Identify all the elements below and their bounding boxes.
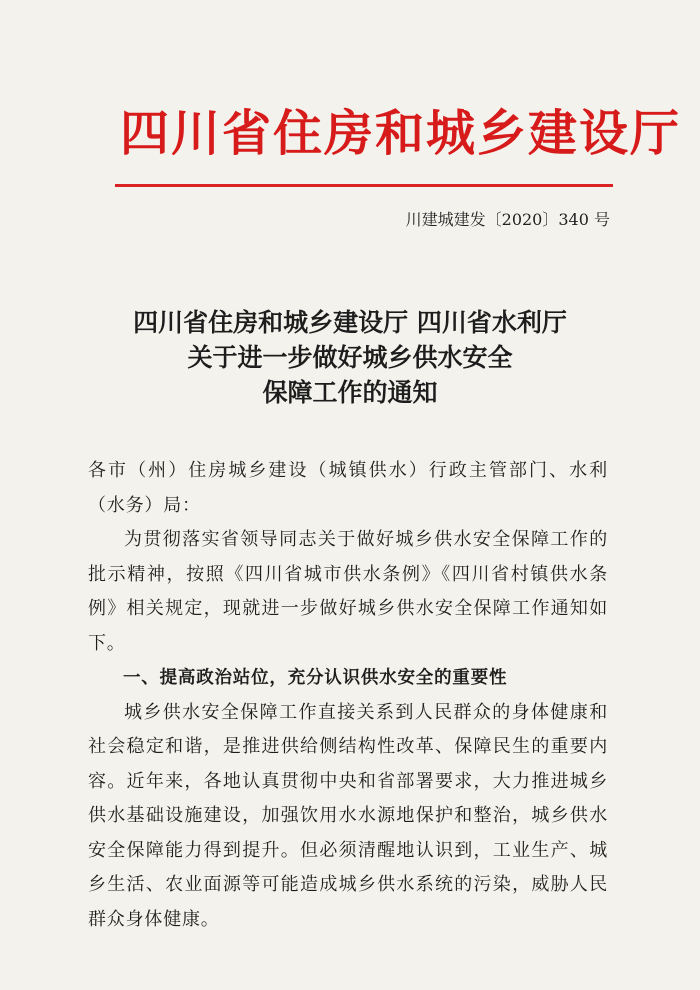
agency-header: 四川省住房和城乡建设厅 [120,104,682,162]
title-line-2: 关于进一步做好城乡供水安全 [187,343,513,372]
red-divider-line [115,184,613,187]
title-line-3: 保障工作的通知 [262,378,438,407]
document-number: 川建城建发〔2020〕340 号 [405,210,610,229]
title-line-1: 四川省住房和城乡建设厅 四川省水利厅 [133,308,567,337]
intro-paragraph: 为贯彻落实省领导同志关于做好城乡供水安全保障工作的批示精神，按照《四川省城市供水条例》《四川省村镇供水条例》相关规定，现就进一步做好城乡供水安全保障工作通知如下。 [88,529,608,654]
section-1-paragraph: 城乡供水安全保障工作直接关系到人民群众的身体健康和社会稳定和谐，是推进供给侧结构性改革、保障民生的重要内容。近年来，各地认真贯彻中央和省部署要求，大力推进城乡供水基础设施建设，加强饮用水水源地保护和整治，城乡供水安全保障能力得到提升。但必须清醒地认识到，工业生产、城乡生活、农业面源等可能造成城乡供水系统的污染，威胁人民群众身体健康。 [88,701,608,930]
document-title [70,305,630,410]
salutation: 各市（州）住房城乡建设（城镇供水）行政主管部门、水利（水务）局： [88,460,608,516]
section-heading-1: 一、提高政治站位，充分认识供水安全的重要性 [123,668,508,688]
document-body [88,454,608,937]
